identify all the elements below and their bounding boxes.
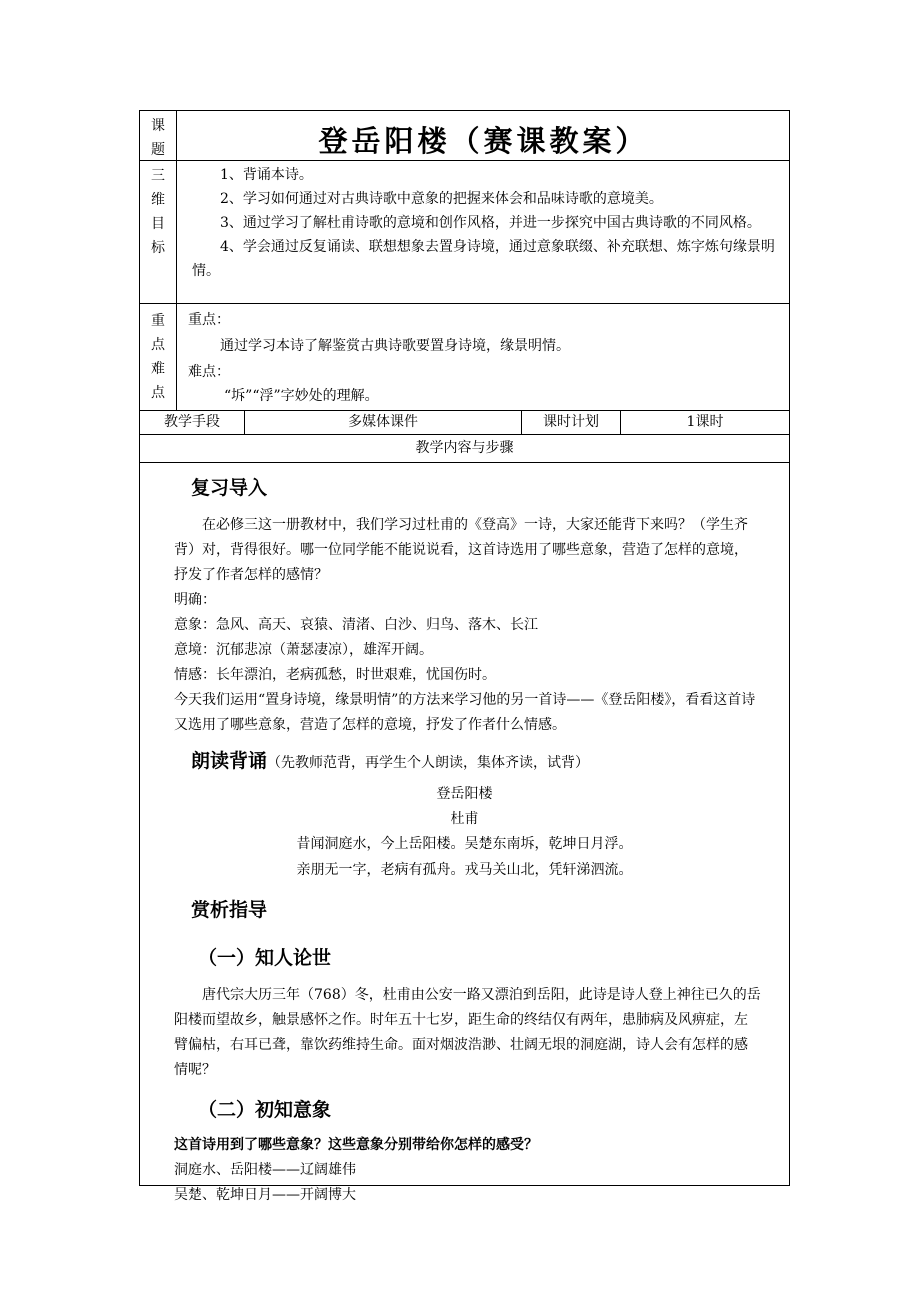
plan-label: 课时计划: [522, 411, 621, 434]
focus-row: [140, 304, 789, 411]
topic-label-char: 题: [151, 142, 165, 158]
goal-item: 1、背诵本诗。: [220, 167, 313, 183]
review-transition: 今天我们运用“置身诗境，缘景明情”的方法来学习他的另一首诗——《登岳阳楼》，看看这首诗又选用了哪些意象，营造了怎样的意境，抒发了作者什么情感。: [174, 692, 756, 733]
review-imagery: 意象：急风、高天、哀猿、清渚、白沙、归鸟、落木、长江: [174, 617, 538, 633]
part1-heading: （一）知人论世: [198, 947, 332, 969]
goals-label: [140, 161, 177, 303]
section-header: 教学内容与步骤: [415, 440, 514, 456]
topic-label: [140, 111, 177, 160]
key-point-text: 通过学习本诗了解鉴赏古典诗歌要置身诗境，缘景明情。: [220, 338, 570, 354]
imagery-question: 这首诗用到了哪些意象？这些意象分别带给你怎样的感受？: [174, 1137, 538, 1153]
answer-label: 明确：: [174, 592, 216, 608]
page-title: 登岳阳楼（赛课教案）: [318, 124, 649, 158]
meta-row: [140, 411, 789, 435]
recite-heading-line: [174, 744, 755, 780]
goals-row: [140, 161, 789, 304]
goals-label-char: 标: [151, 240, 165, 256]
goal-item: 3、通过学习了解杜甫诗歌的意境和创作风格，并进一步探究中国古典诗歌的不同风格。: [220, 215, 761, 231]
goal-item: 4、学会通过反复诵读、联想想象去置身诗境，通过意象联缀、补充联想、炼字炼句缘景明情。: [192, 239, 775, 279]
difficulty-text: “坼”“浮”字妙处的理解。: [224, 388, 379, 404]
imagery-answer: 洞庭水、岳阳楼——辽阔雄伟: [174, 1162, 356, 1178]
goal-item: 2、学习如何通过对古典诗歌中意象的把握来体会和品味诗歌的意境美。: [220, 191, 663, 207]
lesson-body: [140, 463, 789, 1208]
focus-label: [140, 304, 177, 410]
focus-label-char: 重: [151, 313, 165, 329]
lesson-plan-table: [139, 110, 790, 1203]
poem-line: 昔闻洞庭水，今上岳阳楼。吴楚东南坼，乾坤日月浮。: [296, 836, 633, 852]
poem-line: 亲朋无一字，老病有孤舟。戎马关山北，凭轩涕泗流。: [296, 862, 633, 878]
appreciate-heading: 赏析指导: [191, 899, 268, 921]
review-intro: 在必修三这一册教材中，我们学习过杜甫的《登高》一诗，大家还能背下来吗？（学生齐背）对，背得很好。哪一位同学能不能说说看，这首诗选用了哪些意象，营造了怎样的意境，抒发了作者怎样的感情？: [174, 517, 748, 583]
goals-label-char: 目: [151, 216, 165, 232]
means-label: 教学手段: [140, 411, 245, 434]
goals-label-char: 维: [151, 192, 165, 208]
poem-author: 杜甫: [450, 811, 479, 827]
topic-label-char: 课: [151, 118, 165, 134]
difficulty-label: 难点：: [188, 364, 230, 380]
means-value: 多媒体课件: [245, 411, 522, 434]
poem-title: 登岳阳楼: [436, 786, 493, 802]
focus-label-char: 点: [151, 385, 165, 401]
goals-label-char: 三: [151, 168, 165, 184]
focus-label-char: 难: [151, 361, 165, 377]
part2-heading: （二）初知意象: [198, 1099, 332, 1121]
review-heading: 复习导入: [191, 477, 268, 499]
section-header-row: [140, 435, 789, 463]
imagery-answer: 吴楚、乾坤日月——开阔博大: [174, 1187, 356, 1203]
title-row: [140, 111, 789, 161]
recite-note: （先教师范背，再学生个人朗读，集体齐读，试背）: [267, 755, 590, 771]
review-mood: 意境：沉郁悲凉（萧瑟凄凉），雄浑开阔。: [174, 642, 433, 658]
key-point-label: 重点：: [188, 312, 230, 328]
review-emotion: 情感：长年漂泊，老病孤愁，时世艰难，忧国伤时。: [174, 667, 496, 683]
part1-text: 唐代宗大历三年（768）冬，杜甫由公安一路又漂泊到岳阳，此诗是诗人登上神往已久的岳阳楼而望故乡，触景感怀之作。时年五十七岁，距生命的终结仅有两年，患肺病及风痹症，左臂偏枯，右耳已聋，靠饮药维持生命。面对烟波浩渺、壮阔无垠的洞庭湖，诗人会有怎样的感情呢？: [174, 987, 761, 1078]
recite-heading: 朗读背诵: [191, 750, 268, 772]
focus-label-char: 点: [151, 337, 165, 353]
plan-value: 1课时: [686, 414, 724, 430]
